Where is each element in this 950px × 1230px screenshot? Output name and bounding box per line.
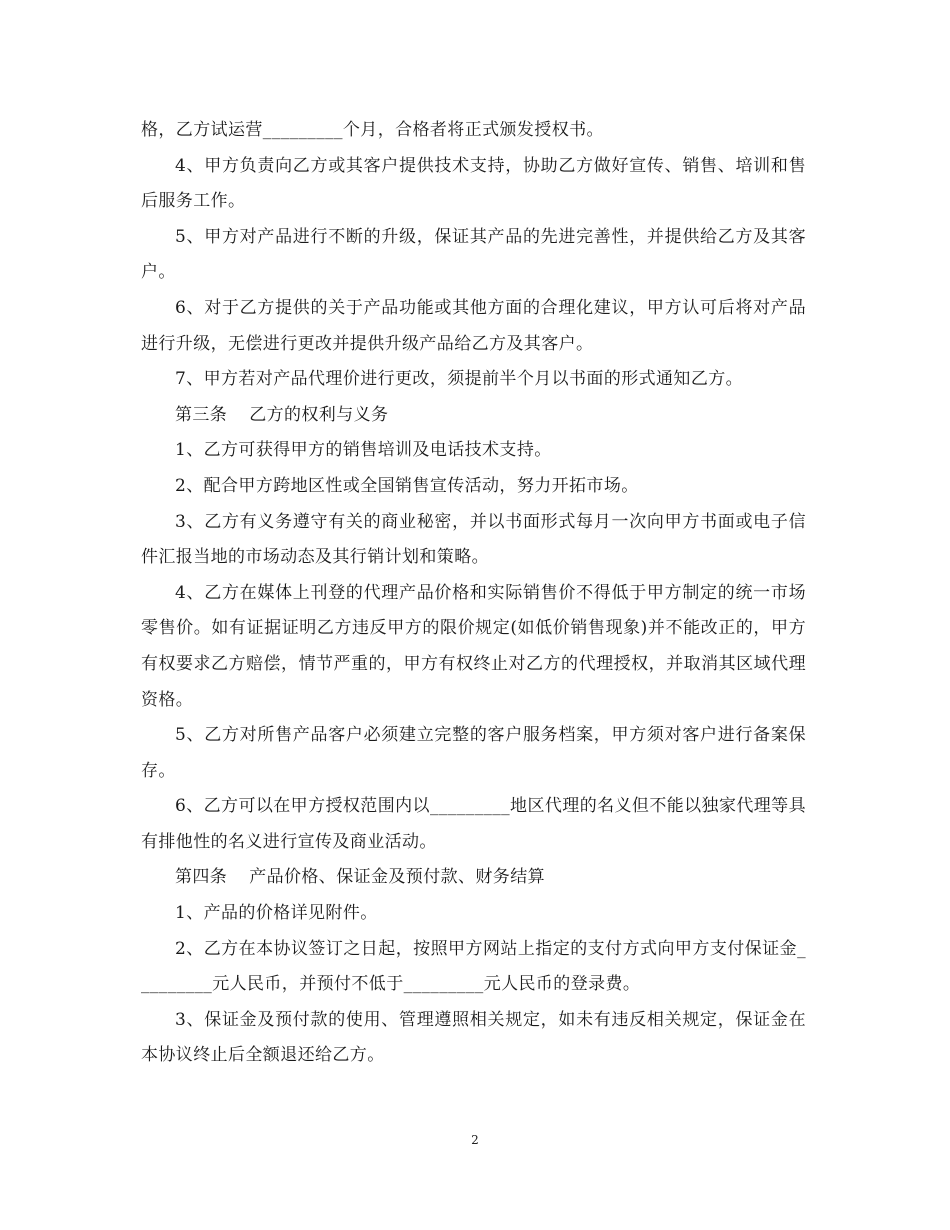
section-heading-article-3: [141, 398, 806, 434]
paragraph-clause-7: 7、甲方若对产品代理价进行更改，须提前半个月以书面的形式通知乙方。: [175, 369, 744, 390]
paragraph-clause-5: 5、甲方对产品进行不断的升级，保证其产品的先进完善性，并提供给乙方及其客户。: [141, 226, 806, 283]
paragraph-b-clause-4: 4、乙方在媒体上刊登的代理产品价格和实际销售价不得低于甲方制定的统一市场零售价。如有证据证明乙方违反甲方的限价规定(如低价销售现象)并不能改正的，甲方有权要求乙方赔偿，情节严重的，甲方有权终止对乙方的代理授权，并取消其区域代理资格。: [141, 582, 806, 710]
section-title: 产品价格、保证金及预付款、财务结算: [249, 867, 546, 888]
paragraph-b-clause-2: 2、配合甲方跨地区性或全国销售宣传活动，努力开拓市场。: [175, 475, 639, 496]
section-heading-article-4: [141, 860, 806, 896]
section-number: 第四条: [175, 867, 228, 888]
document-body: [141, 113, 806, 1074]
paragraph-b-clause-5: 5、乙方对所售产品客户必须建立完整的客户服务档案，甲方须对客户进行备案保存。: [141, 725, 806, 781]
paragraph-c-clause-3: 3、保证金及预付款的使用、管理遵照相关规定，如未有违反相关规定，保证金在本协议终止后全额退还给乙方。: [141, 1009, 806, 1066]
paragraph-b-clause-6: 6、乙方可以在甲方授权范围内以_________地区代理的名义但不能以独家代理等具有排他性的名义进行宣传及商业活动。: [141, 796, 806, 852]
section-number: 第三条: [175, 404, 228, 425]
page-number: 2: [471, 1133, 479, 1147]
section-title: 乙方的权利与义务: [249, 404, 389, 425]
paragraph-clause-6: 6、对于乙方提供的关于产品功能或其他方面的合理化建议，甲方认可后将对产品进行升级，无偿进行更改并提供升级产品给乙方及其客户。: [141, 297, 806, 354]
paragraph-c-clause-1: 1、产品的价格详见附件。: [175, 903, 378, 924]
paragraph-continuation: 格，乙方试运营_________个月，合格者将正式颁发授权书。: [141, 120, 604, 140]
paragraph-c-clause-2: 2、乙方在本协议签订之日起，按照甲方网站上指定的支付方式向甲方支付保证金_________元人民币，并预付不低于_________元人民币的登录费。: [141, 938, 806, 995]
paragraph-b-clause-3: 3、乙方有义务遵守有关的商业秘密，并以书面形式每月一次向甲方书面或电子信件汇报当地的市场动态及其行销计划和策略。: [141, 511, 806, 568]
paragraph-clause-4: 4、甲方负责向乙方或其客户提供技术支持，协助乙方做好宣传、销售、培训和售后服务工作。: [141, 155, 806, 212]
paragraph-b-clause-1: 1、乙方可获得甲方的销售培训及电话技术支持。: [175, 440, 552, 461]
